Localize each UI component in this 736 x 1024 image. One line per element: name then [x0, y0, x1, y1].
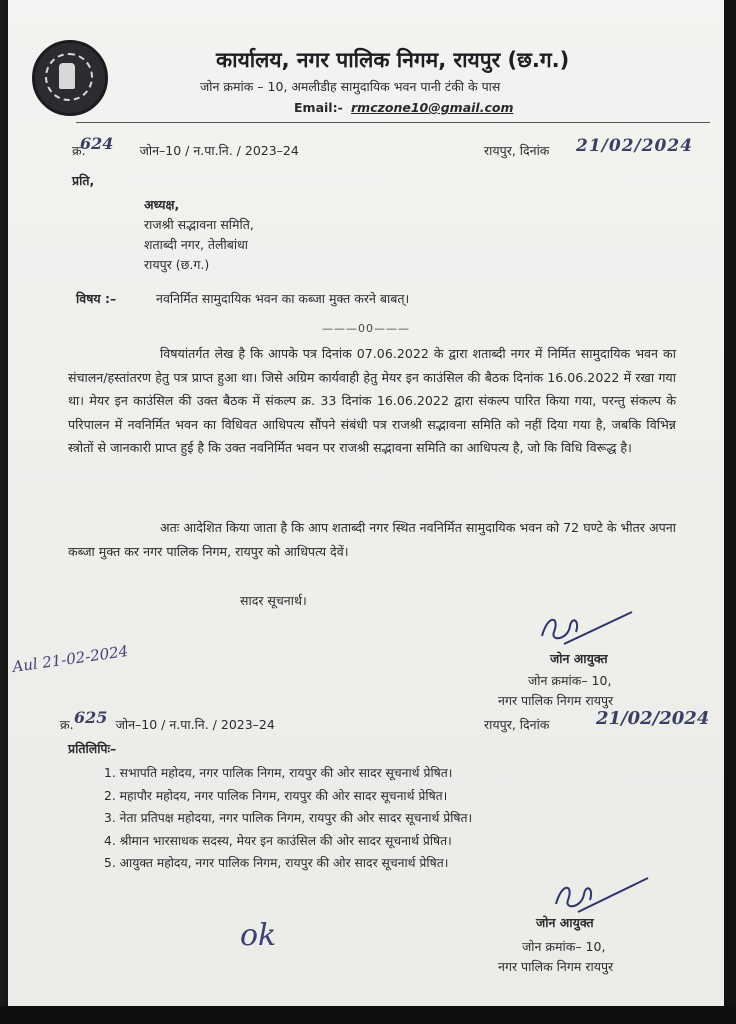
copy-list: [104, 762, 472, 875]
reference-suffix: जोन–10 / न.पा.नि. / 2023–24: [115, 717, 275, 732]
reference-prefix: क्र.: [60, 717, 74, 732]
subject-text: नवनिर्मित सामुदायिक भवन का कब्जा मुक्त करने बाबत्।: [156, 291, 410, 306]
list-item: 2. महापौर महोदय, नगर पालिक निगम, रायपुर की ओर सादर सूचनार्थ प्रेषित।: [104, 788, 448, 803]
body-paragraph-2: अतः आदेशित किया जाता है कि आप शताब्दी नगर स्थित नवनिर्मित सामुदायिक भवन को 72 घण्टे के भीतर अपना कब्जा मुक्त कर नगर पालिक निगम, रायपुर को आधिपत्य देवें।: [68, 520, 676, 559]
handwritten-date: 21/02/2024: [596, 708, 710, 729]
addressee-line: अध्यक्ष,: [144, 197, 180, 212]
photo-edge: [0, 1006, 736, 1024]
letter-page: [8, 0, 724, 1006]
closing-text: सादर सूचनार्थ।: [240, 593, 307, 608]
signatory-line: नगर पालिक निगम रायपुर: [498, 693, 614, 708]
photo-edge: [724, 0, 736, 1024]
signature-scribble: [534, 606, 644, 650]
email-address: rmczone10@gmail.com: [351, 100, 514, 115]
signatory-line: जोन क्रमांक– 10,: [528, 673, 612, 688]
addressee-line: रायपुर (छ.ग.): [144, 257, 210, 272]
to-label: प्रति,: [72, 173, 95, 188]
subject-label: विषय :–: [76, 291, 117, 306]
signatory-title: जोन आयुक्त: [536, 915, 594, 930]
signature-scribble: [548, 872, 658, 918]
handwritten-letter-number: 624: [80, 134, 114, 153]
signatory-line: जोन क्रमांक– 10,: [522, 939, 606, 954]
signatory-line: नगर पालिक निगम रायपुर: [498, 959, 614, 974]
email-label: Email:-: [294, 100, 343, 115]
section-separator: ———00———: [322, 322, 410, 335]
reference-suffix: जोन–10 / न.पा.नि. / 2023–24: [139, 143, 299, 158]
list-item: 1. सभापति महोदय, नगर पालिक निगम, रायपुर की ओर सादर सूचनार्थ प्रेषित।: [104, 766, 453, 780]
list-item: 4. श्रीमान भारसाधक सदस्य, मेयर इन काउंसिल की ओर सादर सूचनार्थ प्रेषित।: [104, 833, 452, 848]
handwritten-date: 21/02/2024: [576, 136, 694, 156]
addressee-line: राजश्री सद्भावना समिति,: [144, 217, 254, 232]
signatory-title: जोन आयुक्त: [550, 651, 608, 666]
office-title: कार्यालय, नगर पालिक निगम, रायपुर (छ.ग.): [216, 48, 570, 72]
date-prefix: रायपुर, दिनांक: [484, 143, 550, 158]
handwritten-letter-number: 625: [74, 708, 108, 727]
header-divider: [76, 122, 710, 123]
received-note-handwritten: Aul 21-02-2024: [11, 641, 130, 677]
ok-handwritten-mark: ok: [240, 918, 277, 953]
body-paragraph-1: विषयांतर्गत लेख है कि आपके पत्र दिनांक 07.06.2022 के द्वारा शताब्दी नगर में निर्मित सामुदायिक भवन का संचालन/हस्तांतरण हेतु पत्र प्राप्त हुआ था। जिसे अग्रिम कार्यवाही हेतु मेयर इन काउंसिल की बैठक दिनांक 16.06.2022 में रखा गया था। मेयर इन काउंसिल की उक्त बैठक में संकल्प क्र. 33 दिनांक 16.06.2022 द्वारा संकल्प पारित किया गया, परन्तु संकल्प के परिपालन में नवनिर्मित भवन का विधिवत आधिपत्य सौंपने संबंधी पत्र राजश्री सद्भावना समिति को नहीं दिया गया है, जबकि विभिन्न स्त्रोतों से जानकारी प्राप्त हुई है कि उक्त नवनिर्मित भवन पर राजश्री सद्भावना समिति का आधिपत्य है, जो कि विधि विरूद्ध है।: [68, 346, 676, 455]
list-item: 5. आयुक्त महोदय, नगर पालिक निगम, रायपुर की ओर सादर सूचनार्थ प्रेषित।: [104, 856, 449, 870]
date-prefix: रायपुर, दिनांक: [484, 717, 550, 732]
addressee-line: शताब्दी नगर, तेलीबांधा: [144, 237, 249, 252]
municipal-seal-logo: [32, 40, 108, 116]
list-item: 3. नेता प्रतिपक्ष महोदया, नगर पालिक निगम, रायपुर की ओर सादर सूचनार्थ प्रेषित।: [104, 811, 473, 825]
copy-list-label: प्रतिलिपिः–: [68, 741, 117, 756]
reference-prefix: क्र.: [72, 143, 86, 158]
office-address: जोन क्रमांक – 10, अमलीडीह सामुदायिक भवन पानी टंकी के पास: [200, 79, 501, 94]
